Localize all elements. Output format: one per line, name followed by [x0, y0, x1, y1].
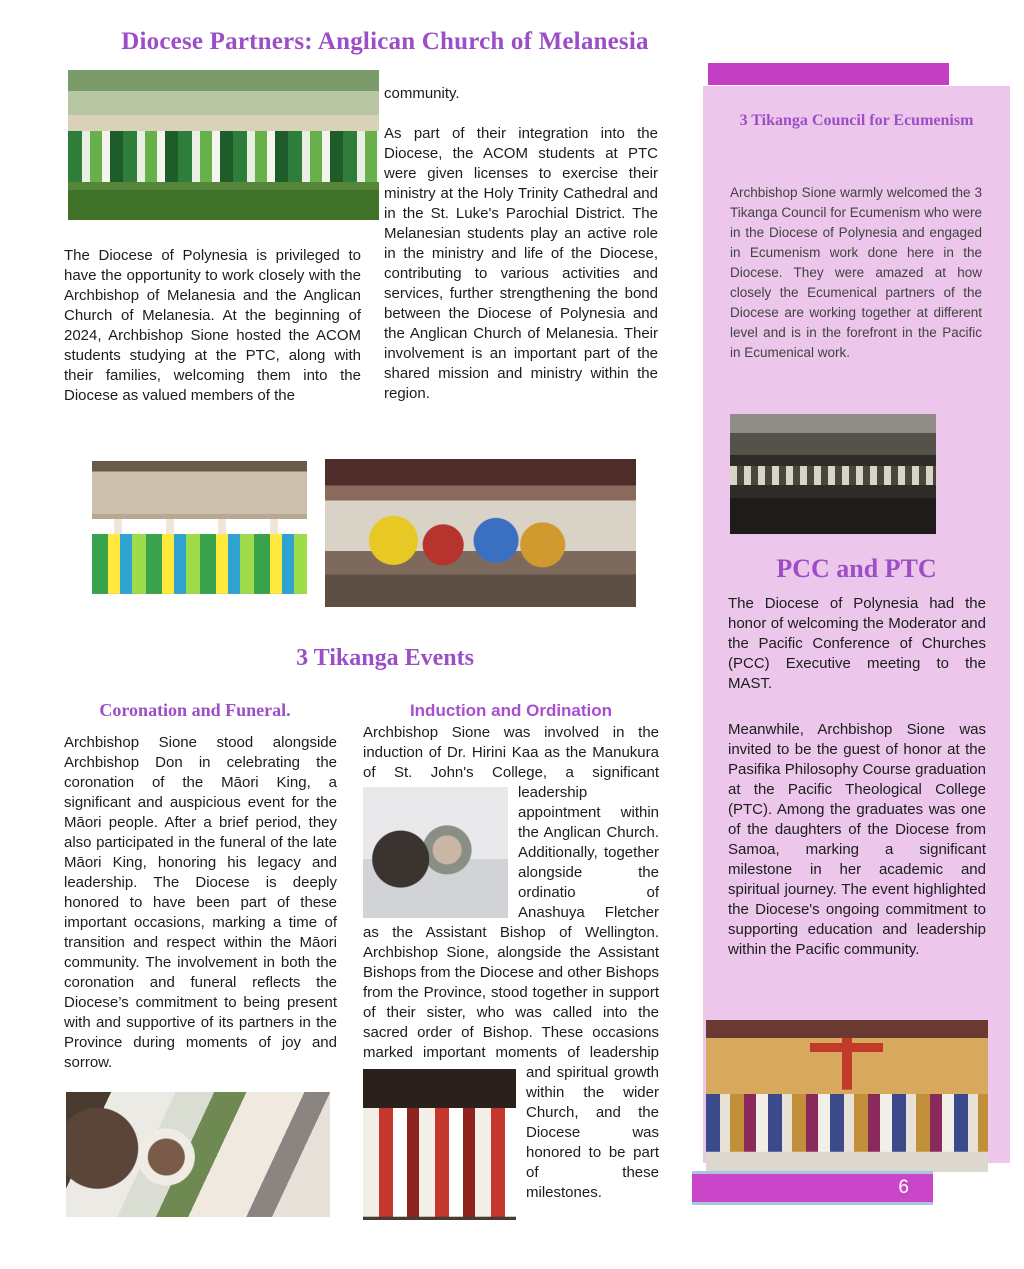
page-number: 6 [898, 1177, 909, 1198]
pcc-paragraph-1: The Diocese of Polynesia had the honor of welcoming the Moderator and the Pacific Conference of Churches (PCC) Executive meeting to the MAST. [728, 595, 986, 692]
photo-dancers [92, 461, 307, 594]
acom-mid-paragraph-2: As part of their integration into the Diocese, the ACOM students at PTC were given licenses to exercise their ministry at the Holy Trinity Cathedral and in the St. Luke's Parochial District. The Melanesian students play an active role in the ministry and life of the Diocese, contributing to various activities and services, further strengthening the bond between the Diocese of Polynesia and the Anglican Church of Melanesia. Their involvement is an important part of the shared mission and ministry within the region. [384, 125, 658, 402]
events-section-title: 3 Tikanga Events [296, 645, 474, 671]
photo-hongi-greeting [363, 787, 508, 918]
page-title: Diocese Partners: Anglican Church of Melanesia [121, 28, 649, 55]
pcc-paragraph-2: Meanwhile, Archbishop Sione was invited to be the guest of honor at the Pasifika Philosophy Course graduation at the Pacific Theological College (PTC). Among the graduates was one of the daughters of the Diocese from Samoa, marking a significant milestone in her academic and spiritual journey. The event highlighted the Diocese's ongoing commitment to supporting education and leadership within the Pacific community. [728, 721, 986, 958]
sidebar-accent-bar [708, 63, 949, 85]
induction-paragraph [363, 723, 659, 1224]
acom-left-paragraph: The Diocese of Polynesia is privileged to have the opportunity to work closely with the Archbishop of Melanesia and the Anglican Church of Melanesia. At the beginning of 2024, Archbishop Sione hosted the ACOM students studying at the PTC, along with their families, welcoming them into the Diocese as valued members of the [64, 247, 361, 404]
acom-middle-column [384, 84, 658, 404]
induction-text-part-3: of leadership and spiritual growth within the wider Church, and the Diocese was honored to be part of these milestones. [526, 1044, 659, 1201]
coronation-heading: Coronation and Funeral. [99, 700, 291, 720]
council-heading: 3 Tikanga Council for Ecumenism [739, 112, 974, 129]
photo-bishops-selfie [66, 1092, 330, 1217]
photo-singing-group [325, 459, 636, 607]
sidebar-panel [703, 86, 1010, 1163]
coronation-paragraph: Archbishop Sione stood alongside Archbishop Don in celebrating the coronation of the Māori King, a significant and auspicious event for the Māori people. After a brief period, they also participated in the funeral of the late Māori King, honoring his legacy and leadership. The Diocese is deeply honored to have been part of these important occasions, marking a time of transition and respect within the Māori community. The involvement in both the coronation and funeral reflects the Diocese’s commitment to being present with and supportive of its partners in the Province during moments of joy and sorrow. [64, 734, 337, 1071]
photo-council-night [730, 414, 936, 534]
council-paragraph: Archbishop Sione warmly welcomed the 3 Tikanga Council for Ecumenism who were in the Diocese of Polynesia and engaged in Ecumenism work done here in the Diocese. They were amazed at how closely the Ecumenical partners of the Diocese are working together at different level and is in the forefront in the Pacific in Ecumenical work. [730, 185, 982, 360]
induction-text-part-2: appointment within the Anglican Church. Additionally, together alongside the ordinatio of Anashuya Fletcher as the Assistant Bishop of Wellington. Archbishop Sione, alongside the Assistant Bishops from the Diocese and other Bishops from the Province, stood together in support of their sister, who was called into the sacred order of Bishop. These occasions marked important moments [363, 804, 659, 1061]
photo-acom-group [68, 70, 379, 220]
induction-heading: Induction and Ordination [409, 701, 613, 720]
page-footer-bar [692, 1171, 933, 1205]
acom-mid-paragraph-1: community. [384, 85, 460, 102]
pcc-heading: PCC and PTC [776, 554, 937, 583]
induction-text-part-1: Archbishop Sione was involved in the induction of Dr. Hirini Kaa as the Manukura of St. John's College, a significant leadership [363, 724, 659, 801]
photo-mast-group [706, 1020, 988, 1172]
photo-ordination [363, 1069, 516, 1220]
